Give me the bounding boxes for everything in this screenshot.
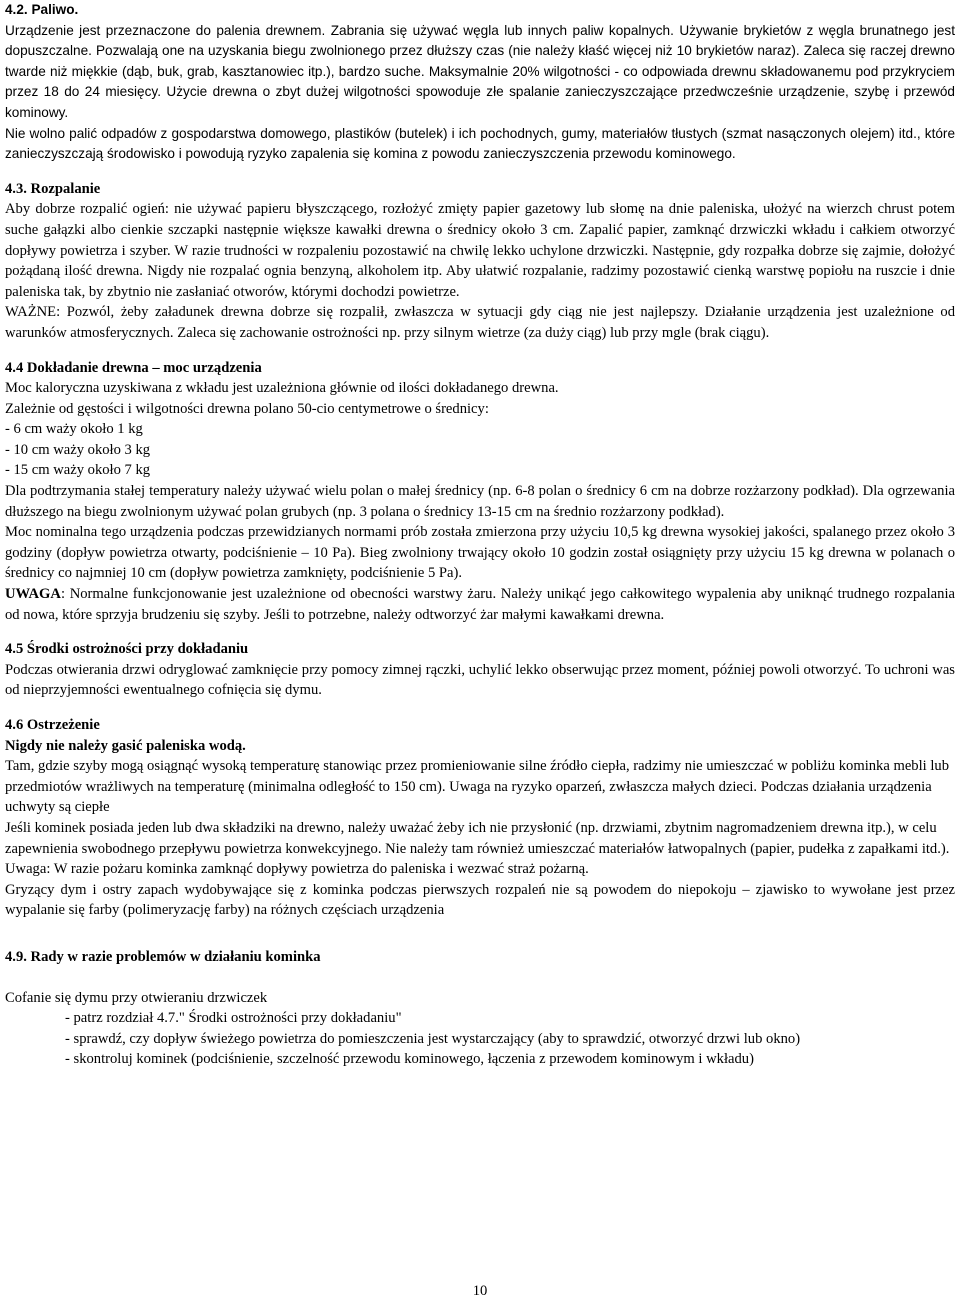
paragraph-smoke: Gryzący dym i ostry zapach wydobywające się z kominka podczas pierwszych rozpaleń nie są powodem do niepokoju – zjawisko to wywołane jest przez wypalanie się farby (polimeryzację farby) na różnych częściach urządzenia (5, 881, 955, 919)
paragraph-lighting: Aby dobrze rozpalić ogień: nie używać papieru błyszczącego, rozłożyć zmięty papier gazetowy lub słomę na dnie paleniska, ułożyć na wierzch chrust potem suche gałązki albo cienkie szczapki następnie większe kawałki drewna o średnicy około 3 cm. Zapalić papier, zamknąć drzwiczki wkładu i całkiem otworzyć dopływy powietrza i szyber. W razie trudności w rozpaleniu pozostawić na chwilę lekko uchylone drzwiczki. Następnie, gdy rozpałka dobrze się zajmie, dołożyć pożądaną ilość drewna. Nigdy nie rozpalać ognia benzyną, alkoholem itp. Aby ułatwić rozpalanie, radzimy pozostawić cienką warstwę popiołu na ruszcie i dnie paleniska tak, by zbytnio nie zasłaniać otworów, którymi dochodzi powietrze. (5, 201, 955, 300)
paragraph-smoke-back: Cofanie się dymu przy otwieraniu drzwiczek (5, 989, 268, 1006)
paragraph-fire: Uwaga: W razie pożaru kominka zamknąć dopływy powietrza do paleniska i wezwać straż pożarną. (5, 861, 589, 878)
paragraph-waste: Nie wolno palić odpadów z gospodarstwa domowego, plastików (butelek) i ich pochodnych, gumy, materiałów tłustych (szmat nasączonych olejem) itd., które zanieczyszczają środowisko i powodują ryzyko zapalenia się komina z powodu zanieczyszczenia przewodu kominowego. (5, 125, 955, 162)
weight-list (5, 419, 955, 481)
paragraph-warning (5, 584, 955, 625)
paragraph-wood-storage: Jeśli kominek posiada jeden lub dwa składziki na drewno, należy uważać żeby ich nie przysłonić (np. drzwiami, zbytnim nagromadzeniem drewna itp.), w celu zapewnienia swobodnego przepływu powietrza konwekcyjnego. Nie należy tam również umieszczać materiałów łatwopalnych (papier, pudełka z zapałkami itd.). (5, 819, 950, 857)
section-heading-4-5: 4.5 Środki ostrożności przy dokładaniu (5, 641, 249, 658)
list-item: - sprawdź, czy dopływ świeżego powietrza do pomieszczenia jest wystarczający (aby to sprawdzić, otworzyć drzwi lub okno) (65, 1030, 801, 1047)
list-item: - 10 cm waży około 3 kg (5, 441, 151, 458)
document-page (5, 0, 955, 1070)
paragraph-important: WAŻNE: Pozwól, żeby załadunek drewna dobrze się rozpalił, zwłaszcza w sytuacji gdy ciąg nie jest najlepszy. Działanie urządzenia jest uzależnione od warunków atmosferycznych. Zaleca się zachowanie ostrożności np. przy silnym wietrze (za duży ciąg) lub przy mgle (brak ciągu). (5, 304, 955, 341)
section-heading-4-9: 4.9. Rady w razie problemów w działaniu kominka (5, 948, 321, 965)
paragraph-fuel: Urządzenie jest przeznaczone do palenia drewnem. Zabrania się używać węgla lub innych paliw kopalnych. Używanie brykietów z węgla brunatnego jest dopuszczalne. Pozwalają one na uzyskania biegu zwolnionego przez dłuższy czas (nie należy kłaść więcej niż 10 brykietów naraz). Zaleca się raczej drewno twarde niż miękkie (dąb, buk, grab, kasztanowiec itp.), bardzo suche. Maksymalnie 20% wilgotności - co odpowiada drewnu składowanemu pod przykryciem przez 18 do 24 miesięcy. Użycie drewna o zbyt dużej wilgotności spowoduje złe spalanie zanieczyszczające przedwcześnie urządzenie, szybę i przewód kominowy. (5, 22, 955, 120)
paragraph-precautions: Podczas otwierania drzwi odryglować zamknięcie przy pomocy zimnej rączki, uchylić lekko obserwując przez moment, później powoli otworzyć. To uchroni was od nieprzyjemności ewentualnego cofnięcia się dymu. (5, 661, 955, 699)
page-number: 10 (472, 1283, 488, 1299)
subheading-no-water: Nigdy nie należy gasić paleniska wodą. (5, 737, 246, 754)
list-item: - 6 cm waży około 1 kg (5, 421, 143, 438)
advice-list (65, 1008, 955, 1070)
warning-text: : Normalne funkcjonowanie jest uzależnione od obecności warstwy żaru. Należy unikąć jego całkowitego wypalenia aby uniknąć trudnego rozpalania od nowa, które sprzyja brudzeniu się szyby. Jeśli to potrzebne, należy odtworzyć żar małymi kawałkami drewna. (5, 586, 955, 623)
list-item: - 15 cm waży około 7 kg (5, 462, 151, 479)
section-heading-4-6: 4.6 Ostrzeżenie (5, 717, 100, 733)
paragraph-constant-temp: Dla podtrzymania stałej temperatury należy używać wielu polan o małej średnicy (np. 6-8 polan o średnicy 6 cm na dobrze rozżarzony podkład). Dla ogrzewania dłuższego na biegu zwolnionym używać polan grubych (np. 3 polana o średnicy 13-15 cm na średnio rozżarzony podkład). (5, 483, 955, 520)
paragraph-glass-temp: Tam, gdzie szyby mogą osiągnąć wysoką temperaturę stanowiąc przez promieniowanie silne źródło ciepła, radzimy nie umieszczać w pobliżu kominka mebli lub przedmiotów wrażliwych na temperaturę (minimalna odległość to 150 cm). Uwaga na ryzyko oparzeń, zwłaszcza małych dzieci. Podczas działania urządzenia uchwyty są ciepłe (5, 758, 950, 816)
paragraph-power: Moc kaloryczna uzyskiwana z wkładu jest uzależniona głównie od ilości dokładanego drewna. (5, 380, 559, 397)
list-item: - skontroluj kominek (podciśnienie, szczelność przewodu kominowego, łączenia z przewodem kominowym i wkładu) (65, 1051, 754, 1068)
section-heading-4-2: 4.2. Paliwo. (5, 2, 79, 17)
section-heading-4-3: 4.3. Rozpalanie (5, 180, 101, 197)
section-heading-4-4: 4.4 Dokładanie drewna – moc urządzenia (5, 359, 262, 376)
list-item: - patrz rozdział 4.7." Środki ostrożności przy dokładaniu" (65, 1010, 402, 1027)
paragraph-density: Zależnie od gęstości i wilgotności drewna polano 50-cio centymetrowe o średnicy: (5, 400, 489, 417)
paragraph-nominal-power: Moc nominalna tego urządzenia podczas przewidzianych normami prób została zmierzona przy użyciu 10,5 kg drewna wysokiej jakości, spalanego przez około 3 godziny (dopływ powietrza otwarty, podciśnienie – 10 Pa). Bieg zwolniony trwający około 10 godzin został osiągnięty przy użyciu 15 kg drewna w polanach o średnicy co najmniej 10 cm (dopływ powietrza zamknięty, podciśnienie 5 Pa). (5, 524, 955, 582)
warning-label: UWAGA (5, 586, 61, 603)
